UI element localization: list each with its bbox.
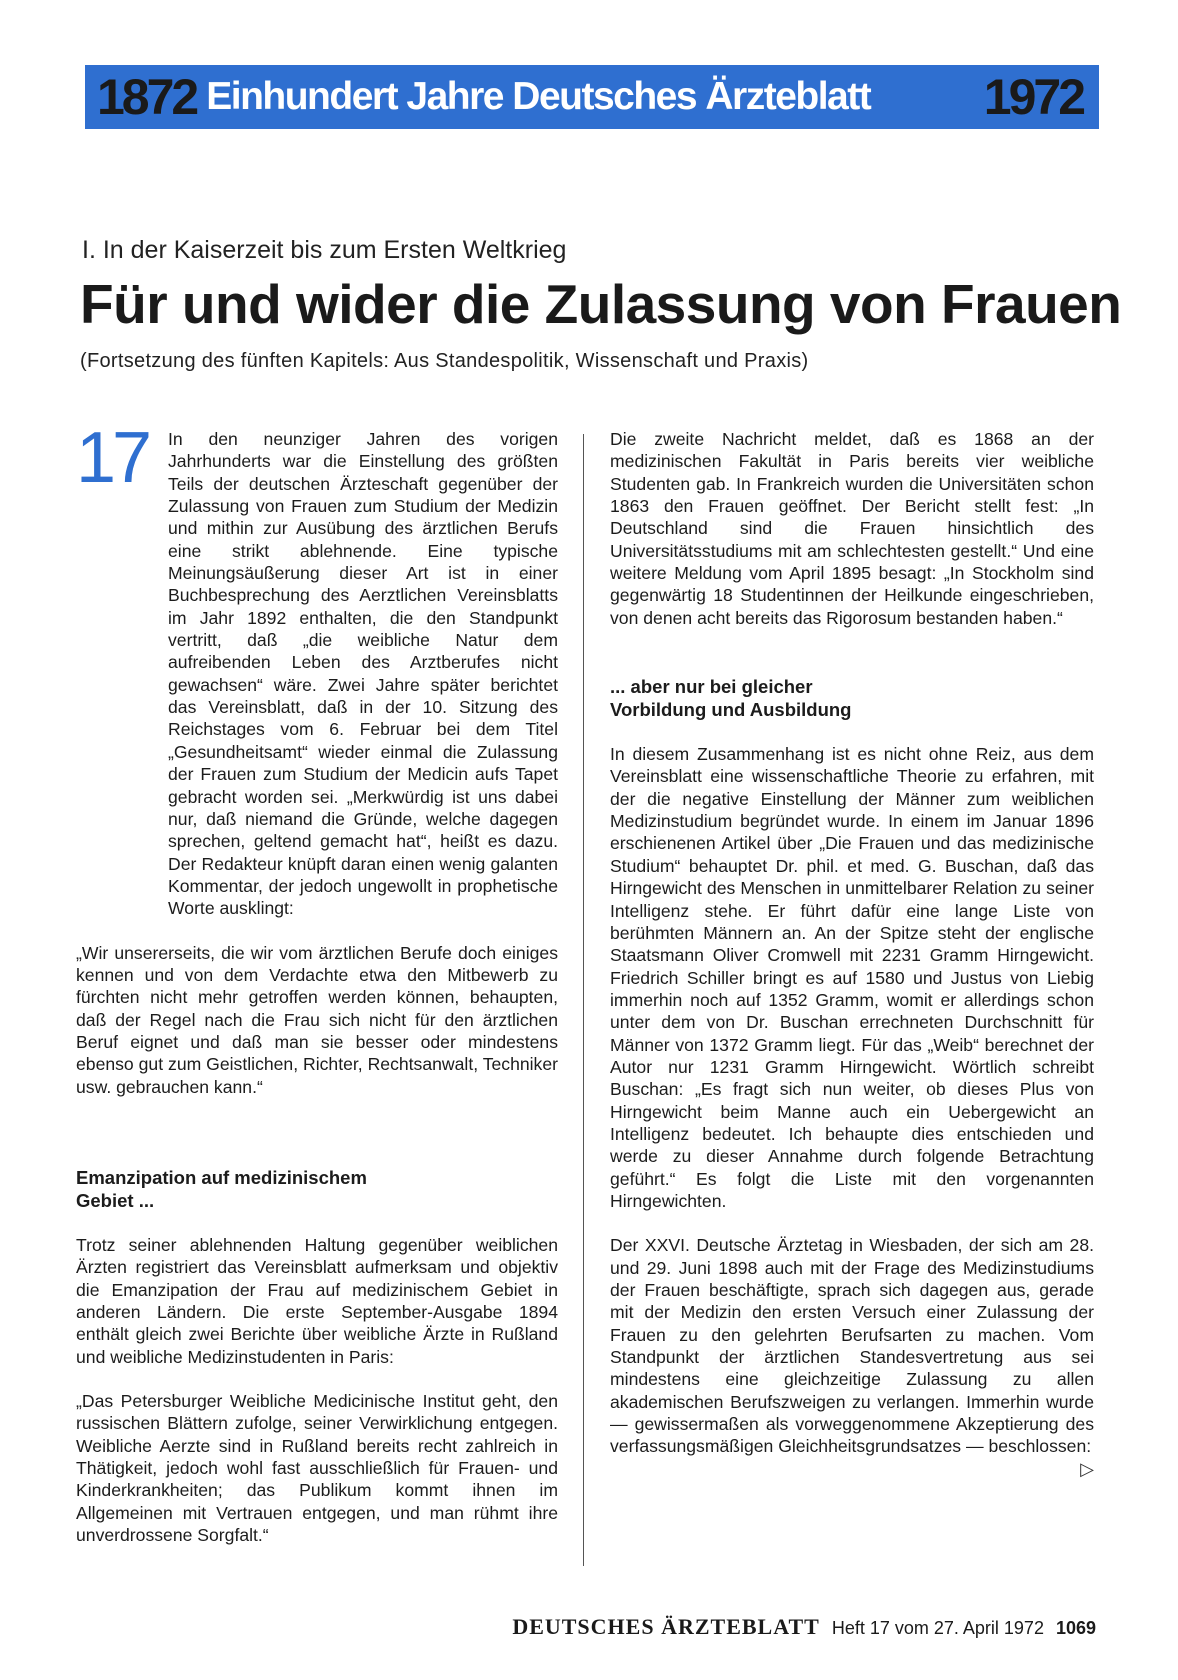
article-headline: Für und wider die Zulassung von Frauen	[80, 273, 1122, 335]
right-column	[610, 428, 1094, 1480]
banner-title: Einhundert Jahre Deutsches Ärzteblatt	[206, 75, 871, 118]
lead-paragraph	[76, 418, 558, 920]
body-paragraph: Trotz seiner ablehnenden Haltung gegenüber weiblichen Ärzten registriert das Vereinsblatt aufmerksam und objektiv die Emanzipation der Frau auf medizinischem Gebiet in anderen Ländern. Die erste September-Ausgabe 1894 enthält gleich zwei Berichte über weibliche Ärzte in Rußland und weibliche Medizinstudenten in Paris:	[76, 1234, 558, 1367]
body-paragraph: In diesem Zusammenhang ist es nicht ohne Reiz, aus dem Vereinsblatt eine wissenschaftliche Theorie zu erfahren, mit der die negative Einstellung der Männer zum weiblichen Medizinstudium begründet wurde. In einem im Januar 1896 erschienenen Artikel über „Die Frauen und das medizinische Studium“ behauptet Dr. phil. et med. G. Buschan, daß das Hirngewicht des Menschen in unmittelbarer Relation zu seiner Intelligenz stehe. Er führt dafür eine lange Liste von berühmten Männern an. An der Spitze steht der englische Staatsmann Oliver Cromwell mit 2231 Gramm Hirngewicht. Friedrich Schiller bringt es auf 1580 und Justus von Liebig immerhin noch auf 1352 Gramm, womit er allerdings schon unter dem von Dr. Buschan errechneten Durchschnitt für Männer von 1372 Gramm liegt. Für das „Weib“ berechnet der Autor nur 1231 Gramm Hirngewicht. Wörtlich schreibt Buschan: „Es fragt sich nun weiter, ob dieses Plus von Hirngewicht beim Manne auch ein Uebergewicht an Intelligenz bedeutet. Ich behaupte dies entschieden und werde zu dieser Annahme durch folgende Betrachtung geführt.“ Es folgt die Liste mit den vorgenannten Hirngewichten.	[610, 744, 1094, 1211]
body-paragraph-text: Der XXVI. Deutsche Ärztetag in Wiesbaden, der sich am 28. und 29. Juni 1898 auch mit der Frage des Medizinstudiums der Frauen beschäftigte, sprach sich dagegen aus, gerade mit der Medizin den ersten Versuch einer Zulassung der Frauen zu den gelehrten Berufsarten zu machen. Vom Standpunkt der ärztlichen Standesvertretung aus sei mindestens eine gleichzeitige Zulassung zu allen akademischen Berufszweigen zu verlangen. Immerhin wurde — gewissermaßen als vorweggenommene Akzeptierung des verfassungsmäßigen Gleichheitsgrundsatzes — beschlossen:	[610, 1235, 1094, 1457]
left-column	[76, 418, 558, 1546]
banner-year-right: 1972	[983, 69, 1083, 125]
column-divider	[583, 434, 584, 1566]
body-paragraph: In den neunziger Jahren des vorigen Jahrhunderts war die Einstellung des größten Teils der deutschen Ärzteschaft gegenüber der Zulassung von Frauen zum Studium der Medizin und mithin zur Ausübung des ärztlichen Berufs eine strikt ablehnende. Eine typische Meinungsäußerung dieser Art ist in einer Buchbesprechung des Aerztlichen Vereinsblatts im Jahr 1892 enthalten, die den Standpunkt vertritt, daß „die weibliche Natur dem aufreibenden Leben des Arztberufes nicht gewachsen“ wäre. Zwei Jahre später berichtet das Vereinsblatt, daß in der 10. Sitzung des Reichstages vom 6. Februar bei dem Titel „Gesundheitsamt“ wieder einmal die Zulassung der Frauen zum Studium der Medicin aufs Tapet gebracht worden sei. „Merkwürdig ist uns dabei nur, daß niemand die Gründe, welche dagegen sprechen, geltend gemacht hat“, heißt es dazu. Der Redakteur knüpft daran einen wenig galanten Kommentar, der jedoch ungewollt in prophetische Worte ausklingt:	[168, 429, 558, 919]
continue-arrow-icon: ▷	[1080, 1458, 1094, 1479]
subheading-emanzipation: Emanzipation auf medizinischem Gebiet ...	[76, 1166, 367, 1211]
centenary-banner	[85, 65, 1099, 129]
journal-masthead: DEUTSCHES ÄRZTEBLATT	[512, 1614, 820, 1639]
series-kicker: I. In der Kaiserzeit bis zum Ersten Weltkrieg	[82, 236, 567, 264]
section-number: 17	[76, 418, 149, 498]
subheading-vorbildung: ... aber nur bei gleicher Vorbildung und Ausbildung	[610, 676, 852, 721]
banner-year-left: 1872	[97, 69, 197, 125]
issue-info: Heft 17 vom 27. April 1972	[831, 1618, 1044, 1638]
quote-paragraph: „Das Petersburger Weibliche Medicinische Institut geht, den russischen Blättern zufolge, seiner Verwirklichung entgegen. Weibliche Aerzte sind in Rußland bereits recht zahlreich in Thätigkeit, jedoch wohl fast ausschließlich für Frauen- und Kinderkrankheiten; das Publikum kommt ihnen im Allgemeinen mit Vertrauen entgegen, und man rühmt ihre unverdrossene Sorgfalt.“	[76, 1391, 558, 1546]
page-footer	[512, 1614, 1096, 1640]
quote-paragraph: „Wir unsererseits, die wir vom ärztlichen Berufe doch einiges kennen und von dem Verdachte etwa den Mitbewerb zu fürchten nicht mehr getroffen werden können, behaupten, daß der Regel nach die Frau sich nicht für den ärztlichen Beruf eignet und daß man sie besser oder mindestens ebenso gut zum Geistlichen, Richter, Rechtsanwalt, Techniker usw. gebrauchen kann.“	[76, 942, 558, 1097]
body-paragraph	[610, 1234, 1094, 1479]
body-paragraph: Die zweite Nachricht meldet, daß es 1868 an der medizinischen Fakultät in Paris bereits vier weibliche Studenten gab. In Frankreich wurden die Universitäten schon 1863 den Frauen geöffnet. Der Bericht stellt fest: „In Deutschland sind die Frauen hinsichtlich des Universitätsstudiums mit am schlechtesten gestellt.“ Und eine weitere Meldung vom April 1895 besagt: „In Stockholm sind gegenwärtig 18 Studentinnen der Heilkunde eingeschrieben, von denen acht bereits das Rigorosum bestanden haben.“	[610, 429, 1094, 628]
page-number: 1069	[1055, 1618, 1096, 1638]
article-subtitle: (Fortsetzung des fünften Kapitels: Aus Standespolitik, Wissenschaft und Praxis)	[80, 350, 809, 372]
